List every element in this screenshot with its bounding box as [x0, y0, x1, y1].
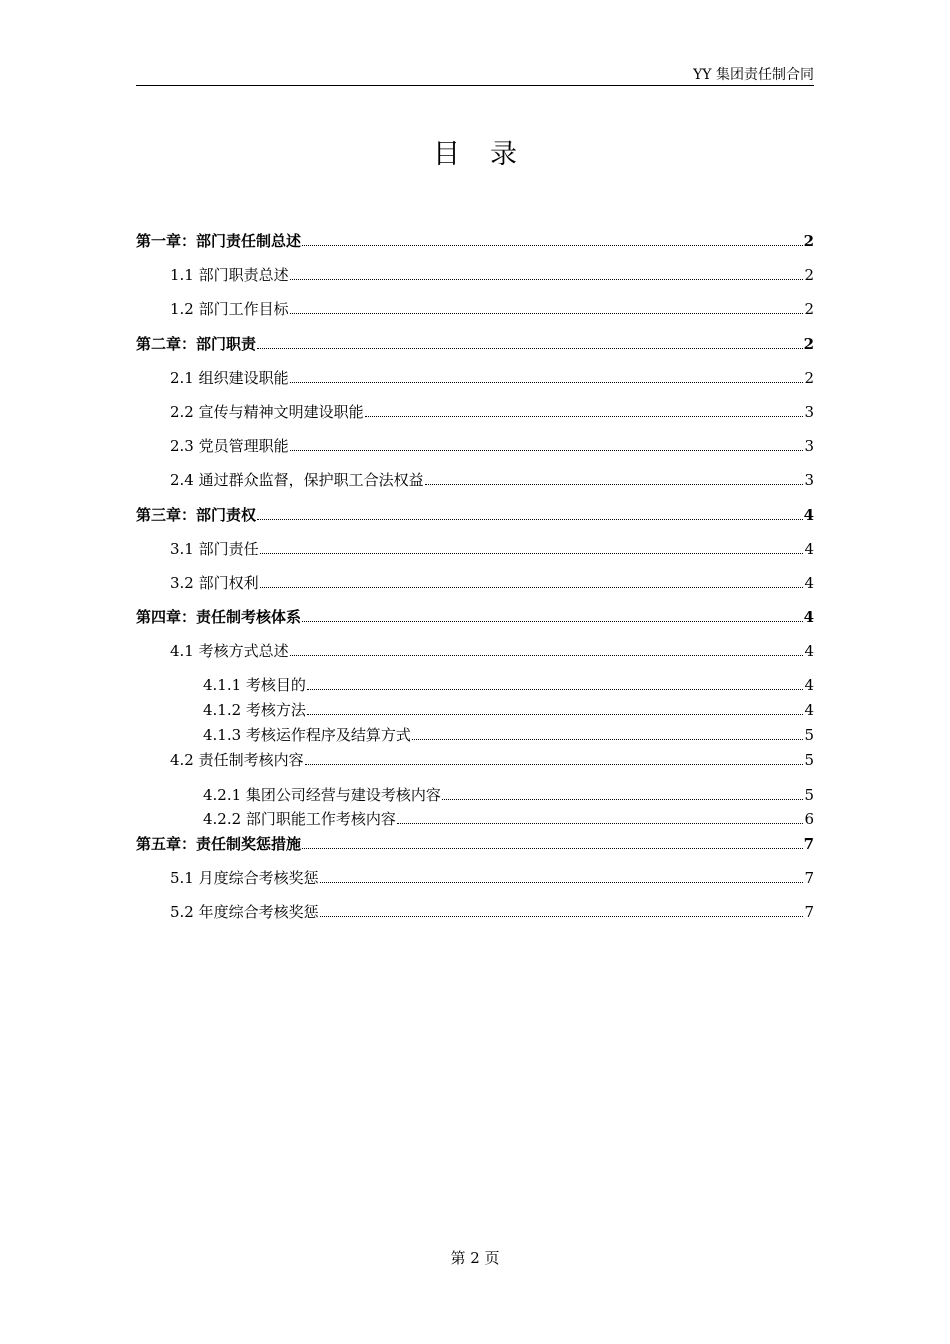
toc-leader-dots — [290, 265, 804, 280]
toc-entry-label: 第二章：部门职责 — [136, 335, 257, 353]
toc-leader-dots — [302, 607, 803, 622]
toc-entry-page: 2 — [804, 266, 814, 284]
toc-leader-dots — [307, 675, 804, 690]
toc-leader-dots — [365, 402, 804, 417]
toc-entry-4-1-1[interactable] — [136, 675, 814, 695]
toc-entry-label: 4.1 考核方式总述 — [170, 642, 289, 660]
toc-entry-1-2[interactable] — [136, 299, 814, 319]
toc-leader-dots — [260, 573, 804, 588]
toc-leader-dots — [320, 868, 804, 883]
toc-entry-label: 第三章：部门责权 — [136, 506, 257, 524]
toc-entry-chapter-3[interactable] — [136, 505, 814, 525]
toc-leader-dots — [412, 725, 804, 740]
toc-entry-page: 4 — [804, 642, 814, 660]
toc-entry-label: 1.2 部门工作目标 — [170, 300, 289, 318]
toc-entry-page: 4 — [804, 574, 814, 592]
page-number: 第 2 页 — [450, 1249, 500, 1267]
toc-entry-label: 2.4 通过群众监督，保护职工合法权益 — [170, 471, 424, 489]
toc-entry-page: 5 — [804, 726, 814, 744]
toc-entry-page: 3 — [804, 403, 814, 421]
toc-leader-dots — [290, 368, 804, 383]
toc-leader-dots — [302, 231, 803, 246]
toc-entry-2-1[interactable] — [136, 368, 814, 388]
toc-leader-dots — [257, 505, 803, 520]
toc-entry-2-3[interactable] — [136, 436, 814, 456]
toc-leader-dots — [290, 299, 804, 314]
toc-entry-5-1[interactable] — [136, 868, 814, 888]
toc-entry-label: 4.1.3 考核运作程序及结算方式 — [203, 726, 411, 744]
toc-entry-chapter-1[interactable] — [136, 231, 814, 251]
toc-entry-page: 2 — [803, 232, 814, 250]
toc-entry-page: 7 — [804, 869, 814, 887]
toc-entry-3-1[interactable] — [136, 539, 814, 559]
toc-heading: 目录 — [433, 139, 547, 170]
toc-entry-4-2-2[interactable] — [136, 809, 814, 829]
toc-entry-label: 2.2 宣传与精神文明建设职能 — [170, 403, 364, 421]
toc-entry-label: 2.3 党员管理职能 — [170, 437, 289, 455]
toc-leader-dots — [442, 785, 804, 800]
toc-entry-label: 4.2 责任制考核内容 — [170, 751, 304, 769]
toc-entry-label: 4.1.2 考核方法 — [203, 701, 306, 719]
toc-leader-dots — [290, 641, 804, 656]
toc-leader-dots — [305, 750, 804, 765]
toc-entry-page: 4 — [803, 608, 814, 626]
toc-entry-label: 4.2.2 部门职能工作考核内容 — [203, 810, 396, 828]
toc-entry-page: 5 — [804, 786, 814, 804]
toc-entry-page: 2 — [804, 369, 814, 387]
toc-entry-page: 4 — [804, 540, 814, 558]
toc-entry-label: 3.1 部门责任 — [170, 540, 259, 558]
toc-leader-dots — [425, 470, 804, 485]
header-divider — [136, 85, 814, 86]
toc-entry-label: 1.1 部门职责总述 — [170, 266, 289, 284]
toc-leader-dots — [397, 809, 804, 824]
toc-entry-page: 4 — [803, 506, 814, 524]
toc-entry-chapter-2[interactable] — [136, 334, 814, 354]
toc-leader-dots — [320, 902, 804, 917]
toc-entry-4-2-1[interactable] — [136, 785, 814, 805]
toc-leader-dots — [307, 700, 804, 715]
toc-entry-page: 4 — [804, 701, 814, 719]
toc-entry-label: 第四章：责任制考核体系 — [136, 608, 302, 626]
toc-entry-page: 3 — [804, 437, 814, 455]
toc-leader-dots — [302, 834, 803, 849]
toc-entry-page: 4 — [804, 676, 814, 694]
toc-entry-3-2[interactable] — [136, 573, 814, 593]
toc-entry-label: 2.1 组织建设职能 — [170, 369, 289, 387]
running-header: YY 集团责任制合同 — [693, 67, 814, 83]
toc-entry-label: 4.2.1 集团公司经营与建设考核内容 — [203, 786, 441, 804]
toc-entry-page: 2 — [804, 300, 814, 318]
toc-entry-2-4[interactable] — [136, 470, 814, 490]
toc-entry-page: 3 — [804, 471, 814, 489]
toc-entry-chapter-5[interactable] — [136, 834, 814, 854]
toc-entry-label: 第五章：责任制奖惩措施 — [136, 835, 302, 853]
toc-entry-4-1-3[interactable] — [136, 725, 814, 745]
toc-leader-dots — [260, 539, 804, 554]
toc-entry-page: 7 — [804, 903, 814, 921]
toc-entry-label: 3.2 部门权利 — [170, 574, 259, 592]
toc-entry-page: 7 — [803, 835, 814, 853]
toc-leader-dots — [257, 334, 803, 349]
toc-entry-label: 5.1 月度综合考核奖惩 — [170, 869, 319, 887]
toc-leader-dots — [290, 436, 804, 451]
toc-entry-page: 5 — [804, 751, 814, 769]
toc-entry-5-2[interactable] — [136, 902, 814, 922]
toc-entry-4-1-2[interactable] — [136, 700, 814, 720]
toc-entry-label: 4.1.1 考核目的 — [203, 676, 306, 694]
toc-entry-2-2[interactable] — [136, 402, 814, 422]
toc-entry-label: 第一章：部门责任制总述 — [136, 232, 302, 250]
toc-entry-page: 6 — [804, 810, 814, 828]
toc-entry-page: 2 — [803, 335, 814, 353]
toc-entry-4-1[interactable] — [136, 641, 814, 661]
toc-entry-1-1[interactable] — [136, 265, 814, 285]
toc-entry-label: 5.2 年度综合考核奖惩 — [170, 903, 319, 921]
toc-entry-4-2[interactable] — [136, 750, 814, 770]
toc-entry-chapter-4[interactable] — [136, 607, 814, 627]
